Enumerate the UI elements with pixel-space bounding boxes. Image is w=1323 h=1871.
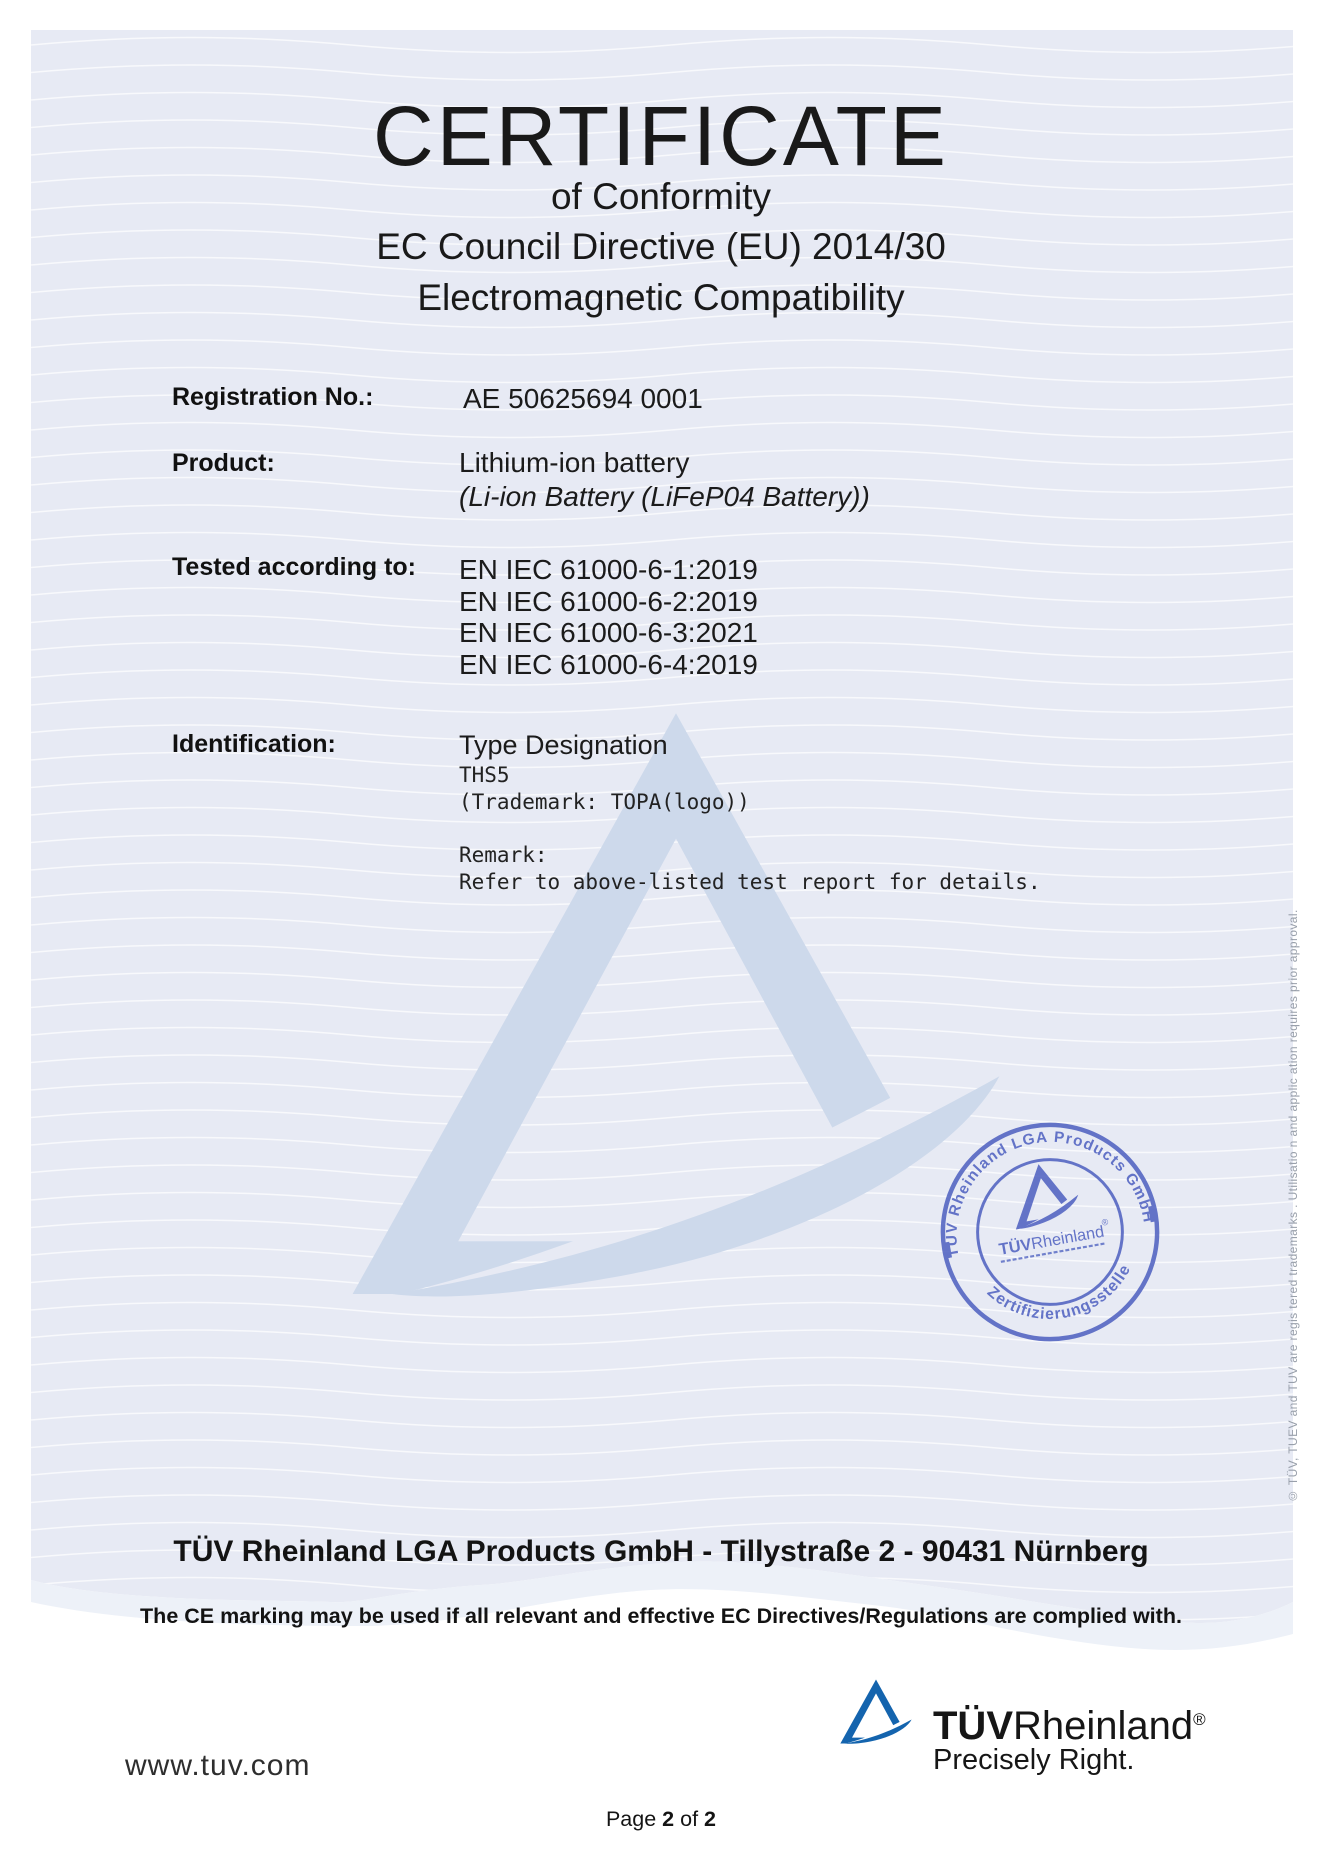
certification-stamp xyxy=(912,1094,1188,1370)
tested-standard-1: EN IEC 61000-6-1:2019 xyxy=(459,554,758,585)
product-value: Lithium-ion battery xyxy=(459,447,690,478)
trademark-value: (Trademark: TOPA(logo)) xyxy=(459,790,750,814)
brand-rheinland: Rheinland xyxy=(1013,1704,1194,1748)
page-number xyxy=(31,1807,1291,1832)
svg-text:Zertifizierungsstelle xyxy=(982,1259,1141,1335)
stamp-brand-text: TÜVRheinland xyxy=(997,1222,1106,1259)
product-label: Product: xyxy=(172,449,275,477)
tested-standard-2: EN IEC 61000-6-2:2019 xyxy=(459,586,758,617)
remark-text: Refer to above-listed test report for details. xyxy=(459,870,1041,894)
certificate-subtitle-directive: EC Council Directive (EU) 2014/30 xyxy=(376,226,946,267)
tested-standard-3: EN IEC 61000-6-3:2021 xyxy=(459,617,758,648)
brand-tagline: Precisely Right. xyxy=(933,1744,1135,1776)
stamp-registered-mark: ® xyxy=(1100,1216,1110,1228)
product-value-detail: (Li-ion Battery (LiFeP04 Battery)) xyxy=(459,481,870,512)
tuv-triangle-icon xyxy=(840,1680,911,1744)
page-of-word: of xyxy=(680,1807,699,1831)
page-word: Page xyxy=(605,1807,657,1831)
registration-no-value: AE 50625694 0001 xyxy=(463,383,703,414)
stamp-tuv-logo-icon xyxy=(1006,1159,1081,1229)
website-link: www.tuv.com xyxy=(125,1749,311,1782)
page-current: 2 xyxy=(662,1807,675,1831)
tuv-logo-icon xyxy=(836,1678,916,1745)
remark-label: Remark: xyxy=(459,843,548,867)
issuer-address: TÜV Rheinland LGA Products GmbH - Tillystraße 2 - 90431 Nürnberg xyxy=(173,1535,1149,1568)
registered-trademark-icon: ® xyxy=(1193,1710,1206,1729)
ce-marking-note: The CE marking may be used if all relevant and effective EC Directives/Regulations are complied with. xyxy=(140,1604,1182,1628)
certificate-subtitle-emc: Electromagnetic Compatibility xyxy=(417,277,905,318)
certificate-subtitle-conformity: of Conformity xyxy=(550,176,771,217)
certificate-title: CERTIFICATE xyxy=(373,89,949,183)
trademark-side-note: © TÜV, TUEV and TUV are regis tered trademarks . Utilisatio n and applic ation requires prior approval. xyxy=(1286,909,1300,1503)
tested-standard-4: EN IEC 61000-6-4:2019 xyxy=(459,649,758,680)
stamp-ring-top-text: TÜV Rheinland LGA Products GmbH xyxy=(943,1128,1158,1259)
brand-wordmark xyxy=(933,1700,1206,1746)
brand-tuv: TÜV xyxy=(933,1704,1013,1748)
stamp-ring-bottom-text: Zertifizierungsstelle xyxy=(983,1261,1135,1323)
tested-according-label: Tested according to: xyxy=(172,553,417,581)
identification-label: Identification: xyxy=(172,730,336,758)
registration-no-label: Registration No.: xyxy=(172,383,374,411)
type-designation-heading: Type Designation xyxy=(459,730,668,760)
page-total: 2 xyxy=(704,1807,717,1831)
type-designation-value: THS5 xyxy=(459,763,510,787)
wavy-background xyxy=(31,30,1293,1660)
